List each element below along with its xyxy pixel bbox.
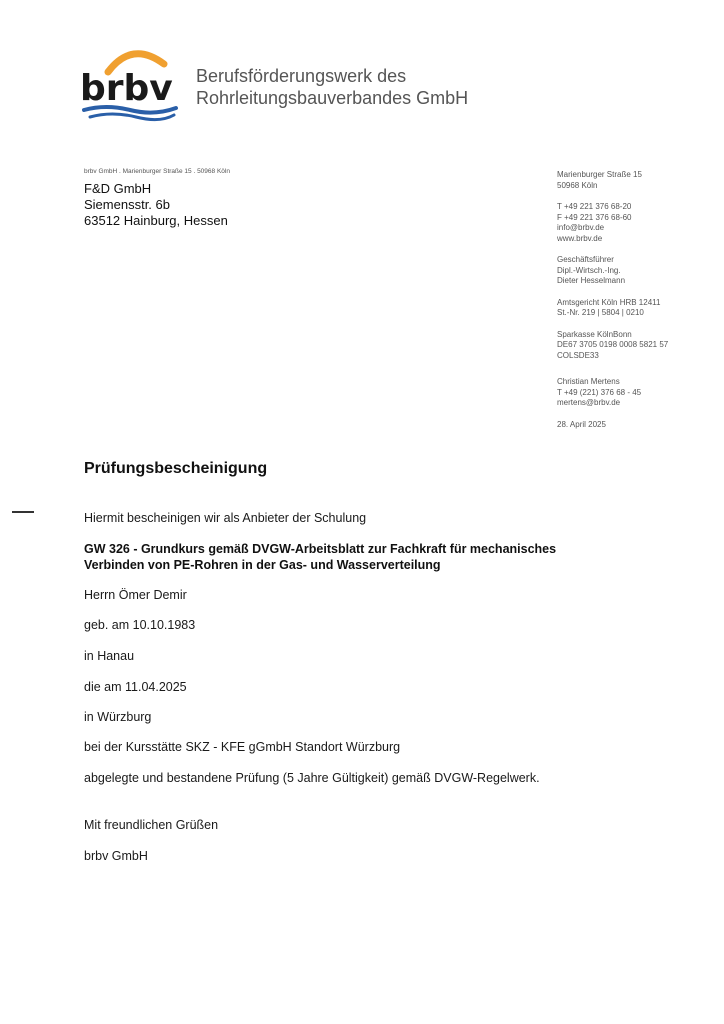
birth-place: in Hanau <box>84 649 135 663</box>
exam-result: abgelegte und bestandene Prüfung (5 Jahre Gültigkeit) gemäß DVGW-Regelwerk. <box>84 771 540 785</box>
logo-text: brbv <box>80 68 173 109</box>
sidebar-bank <box>557 330 668 362</box>
fold-mark <box>12 511 34 513</box>
exam-place: in Würzburg <box>84 710 152 724</box>
contact-phone: T +49 221 376 68-20 <box>557 202 632 211</box>
logo-wave-2 <box>90 114 174 120</box>
sidebar-address <box>557 170 668 191</box>
management-title: Dipl.-Wirtsch.-Ing. <box>557 265 621 275</box>
contact-fax: F +49 221 376 68-60 <box>557 212 632 222</box>
contact-person-name: Christian Mertens <box>557 377 620 386</box>
intro-text: Hiermit bescheinigen wir als Anbieter der Schulung <box>84 511 367 525</box>
address-city: 50968 Köln <box>557 180 598 190</box>
recipient-address <box>84 181 228 229</box>
bank-iban: DE67 3705 0198 0008 5821 57 <box>557 340 669 349</box>
bank-name: Sparkasse KölnBonn <box>557 329 632 339</box>
person-name: Herrn Ömer Demir <box>84 588 187 602</box>
contact-website[interactable]: www.brbv.de <box>557 233 603 243</box>
closing-greeting: Mit freundlichen Grüßen <box>84 818 219 832</box>
recipient-city: 63512 Hainburg, Hessen <box>84 213 228 228</box>
recipient-street: Siemensstr. 6b <box>84 197 170 212</box>
registry-tax: St.-Nr. 219 | 5804 | 0210 <box>557 308 644 317</box>
brbv-logo <box>80 42 180 122</box>
bank-bic: COLSDE33 <box>557 350 599 360</box>
course-line1: GW 326 - Grundkurs gemäß DVGW-Arbeitsblatt zur Fachkraft für mechanisches <box>84 542 557 556</box>
contact-person-email[interactable]: mertens@brbv.de <box>557 398 621 407</box>
letter-date: 28. April 2025 <box>557 419 606 429</box>
page-title: Prüfungsbescheinigung <box>84 460 268 477</box>
address-street: Marienburger Straße 15 <box>557 170 642 179</box>
course-title <box>84 541 556 573</box>
signature: brbv GmbH <box>84 849 148 863</box>
sidebar-info <box>557 170 668 430</box>
registry-court: Amtsgericht Köln HRB 12411 <box>557 297 661 307</box>
management-role: Geschäftsführer <box>557 255 614 264</box>
sender-return-address: brbv GmbH . Marienburger Straße 15 . 50968 Köln <box>84 168 230 175</box>
exam-venue: bei der Kursstätte SKZ - KFE gGmbH Standort Würzburg <box>84 740 401 754</box>
org-name-line2: Rohrleitungsbauverbandes GmbH <box>196 88 469 108</box>
sidebar-management <box>557 255 668 287</box>
org-name-line1: Berufsförderungswerk des <box>196 66 407 86</box>
course-line2: Verbinden von PE-Rohren in der Gas- und Wasserverteilung <box>84 558 441 572</box>
contact-email[interactable]: info@brbv.de <box>557 223 605 232</box>
exam-date: die am 11.04.2025 <box>84 680 187 694</box>
recipient-name: F&D GmbH <box>84 181 152 196</box>
management-name: Dieter Hesselmann <box>557 276 626 285</box>
contact-person-phone: T +49 (221) 376 68 - 45 <box>557 387 642 397</box>
sidebar-registry <box>557 298 668 319</box>
organization-name <box>196 65 468 109</box>
birth-date: geb. am 10.10.1983 <box>84 618 196 632</box>
sidebar-contact <box>557 202 668 244</box>
sidebar-contact-person <box>557 377 668 409</box>
